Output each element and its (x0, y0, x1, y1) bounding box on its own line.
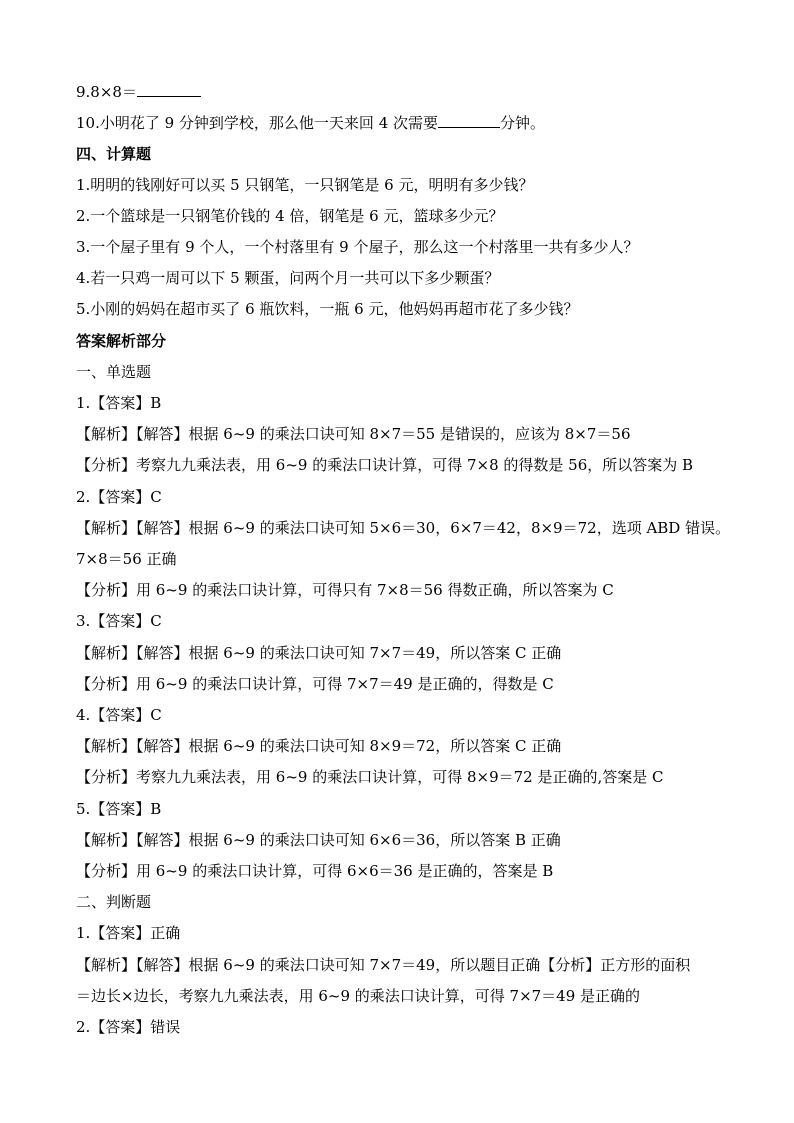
question-10 (76, 113, 545, 133)
calc-item: 3.一个屋子里有 9 个人，一个村落里有 9 个屋子，那么这一个村落里一共有多少人？ (76, 238, 639, 256)
question-10-blank (438, 113, 500, 128)
answer-line: 1.【答案】正确 (76, 924, 181, 942)
answer-line: 【解析】【解答】根据 6~9 的乘法口诀可知 8×7＝55 是错误的，应该为 8×7＝56 (76, 425, 631, 443)
calc-item: 2.一个篮球是一只钢笔价钱的 4 倍，钢笔是 6 元，篮球多少元？ (76, 207, 504, 225)
answer-line: 【分析】考察九九乘法表，用 6~9 的乘法口诀计算，可得 7×8 的得数是 56，所以答案为 B (76, 456, 694, 474)
answer-line: 4.【答案】C (76, 706, 162, 724)
answer-line: 1.【答案】B (76, 394, 162, 412)
answer-line: 【解析】【解答】根据 6~9 的乘法口诀可知 7×7＝49，所以答案 C 正确 (76, 644, 562, 662)
question-9-blank (137, 82, 201, 97)
answer-line: 【分析】考察九九乘法表，用 6~9 的乘法口诀计算，可得 8×9＝72 是正确的,答案是 C (76, 768, 664, 786)
question-10-tail: 分钟。 (500, 114, 546, 132)
calc-item: 5.小刚的妈妈在超市买了 6 瓶饮料，一瓶 6 元，他妈妈再超市花了多少钱？ (76, 300, 579, 318)
answer-line: 2.【答案】错误 (76, 1018, 181, 1036)
calc-section-title: 四、计算题 (76, 145, 152, 163)
answer-line: 【分析】用 6~9 的乘法口诀计算，可得只有 7×8＝56 得数正确，所以答案为 C (76, 581, 614, 599)
answer-line: 2.【答案】C (76, 488, 162, 506)
answer-line: 5.【答案】B (76, 800, 162, 818)
calc-item: 4.若一只鸡一周可以下 5 颗蛋，问两个月一共可以下多少颗蛋？ (76, 269, 500, 287)
answers-title: 答案解析部分 (76, 332, 167, 350)
question-9 (76, 82, 201, 102)
answer-line: 7×8＝56 正确 (76, 550, 177, 568)
calc-item: 1.明明的钱刚好可以买 5 只钢笔，一只钢笔是 6 元，明明有多少钱？ (76, 176, 534, 194)
single-choice-title: 一、单选题 (76, 363, 152, 381)
true-false-title: 二、判断题 (76, 893, 152, 911)
answer-line: 3.【答案】C (76, 612, 162, 630)
question-9-text: 9.8×8＝ (76, 83, 137, 101)
answer-line: 【解析】【解答】根据 6~9 的乘法口诀可知 5×6＝30，6×7＝42，8×9＝72，选项 ABD 错误。 (76, 519, 731, 537)
answer-line: 【分析】用 6~9 的乘法口诀计算，可得 6×6＝36 是正确的，答案是 B (76, 862, 554, 880)
answer-line: 【分析】用 6~9 的乘法口诀计算，可得 7×7＝49 是正确的，得数是 C (76, 675, 554, 693)
answer-line: 【解析】【解答】根据 6~9 的乘法口诀可知 7×7＝49，所以题目正确【分析】正方形的面积 (76, 956, 691, 974)
answer-line: ＝边长×边长，考察九九乘法表，用 6~9 的乘法口诀计算，可得 7×7＝49 是正确的 (76, 987, 641, 1005)
answer-line: 【解析】【解答】根据 6~9 的乘法口诀可知 6×6＝36，所以答案 B 正确 (76, 831, 561, 849)
answer-line: 【解析】【解答】根据 6~9 的乘法口诀可知 8×9＝72，所以答案 C 正确 (76, 737, 562, 755)
question-10-text: 10.小明花了 9 分钟到学校，那么他一天来回 4 次需要 (76, 114, 439, 132)
